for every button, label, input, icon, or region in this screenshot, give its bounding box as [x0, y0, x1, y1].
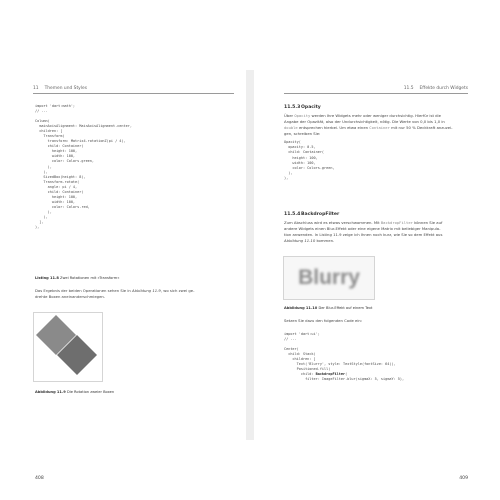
- text: Über: [284, 113, 294, 118]
- figure-caption: [35, 390, 114, 394]
- header-section-title: Effekte durch Widgets: [419, 86, 468, 91]
- code-main: Column( mainAxisAlignment: MainAxisAlignment.center, children: [ Transform( transform: Matrix4.rotationZ(pi / 4), child: Container( height: 100, width: 100, color: Colors.green, ), ), SizedBox(height: 8), Transform.rotate( angle: pi / 4, child: Container( height: 100, width: 100, color: Colors.red, ), ), ], ),: [35, 119, 132, 230]
- figure-caption: [284, 306, 372, 310]
- listing-caption-text: Zwei Rotationen mit »Transform«: [60, 276, 120, 280]
- para-text: Das Ergebnis der beiden Operationen sehen Sie in: [35, 288, 131, 293]
- text: kommen.: [316, 238, 335, 244]
- section-number: 11.5.4: [284, 212, 301, 217]
- right-running-header: [284, 86, 468, 94]
- inline-code: Container: [369, 125, 390, 131]
- section-backdropfilter: [284, 212, 484, 244]
- intro-paragraph: [35, 288, 235, 300]
- figure-label: Abbildung 11.10: [284, 306, 318, 310]
- blurry-text: Blurry: [298, 266, 360, 289]
- text: können Sie auf: [414, 220, 443, 225]
- code-main: [284, 347, 404, 382]
- book-gutter: [246, 70, 254, 440]
- para-text-2: , wo sich zwei ge-: [160, 288, 195, 293]
- right-page: [254, 70, 500, 481]
- listing-code-block: [35, 104, 132, 230]
- para-text-3: drehte Boxen aneinanderschmiegen.: [35, 294, 106, 300]
- figure-ref[interactable]: Abbildung 11.9: [132, 288, 161, 293]
- code-ellipsis: // ...: [35, 109, 48, 114]
- header-chapter-number: 11: [33, 86, 39, 91]
- blur-code-block: [284, 332, 404, 382]
- section-number: 11.5.3: [284, 105, 301, 110]
- figure-ref[interactable]: Abbildung 11.10: [284, 238, 316, 244]
- backdrop-paragraph: [284, 220, 484, 244]
- opacity-code: Opacity( opacity: 0.5, child: Container( height: 100, width: 100, color: Colors.green, ), ),: [284, 140, 335, 180]
- section-title-opacity: [284, 105, 484, 110]
- rotated-boxes-illustration: [34, 313, 102, 381]
- opacity-paragraph: [284, 113, 484, 137]
- text: Zum Abschluss wird es etwas verschwommen. Mit: [284, 220, 380, 225]
- code-highlight: BackdropFilter: [315, 372, 346, 377]
- text: Angabe der Opazität, also der Undurchsichtigkeit, nötig. Die Werte von 0,0 bis 1,0 in: [284, 119, 445, 125]
- header-chapter-title: Themen und Styles: [44, 86, 87, 91]
- code-import: import 'dart:ui';: [284, 332, 320, 336]
- header-section-number: 11.5: [403, 86, 414, 91]
- inline-code: Opacity: [294, 113, 311, 118]
- text: entsprechen hierbei. Um etwa einen: [298, 125, 369, 131]
- figure-caption-text: Die Rotation zweier Boxen: [66, 390, 115, 394]
- rotation-figure: [33, 312, 103, 382]
- section-opacity: [284, 105, 484, 181]
- left-running-header: [33, 86, 234, 94]
- figure-caption-text: Der Blur-Effekt auf einem Text: [318, 306, 373, 310]
- left-page: [0, 70, 246, 481]
- before-code-text: Setzen Sie dazu den folgenden Code ein:: [284, 318, 363, 323]
- right-page-number: 409: [459, 476, 468, 481]
- section-title-backdropfilter: [284, 212, 484, 217]
- figure-label: Abbildung 11.9: [35, 390, 66, 394]
- text: mit nur 50 % Deckkraft anzuzei-: [391, 125, 453, 131]
- text: werden Ihre Widgets mehr oder weniger durchsichtig. Hierfür ist die: [311, 113, 441, 118]
- code-ellipsis: // ...: [284, 337, 297, 342]
- text: gen, schreiben Sie:: [284, 131, 321, 137]
- inline-code: BackdropFilter: [380, 220, 413, 225]
- section-name: Opacity: [301, 105, 321, 110]
- listing-label: Listing 11.8: [35, 276, 59, 280]
- code-import: import 'dart:math';: [35, 104, 76, 108]
- inline-code: double: [284, 125, 298, 131]
- blur-figure: [283, 256, 375, 300]
- text: tion anwenden. In Listing 11.9 zeige ich Ihnen noch kurz, wie Sie so dem Effekt aus: [284, 232, 443, 238]
- code-part: ( filter: ImageFilter.blur(sigmaX: 5, sigmaY: 5),: [305, 372, 405, 382]
- section-name: BackdropFilter: [301, 212, 340, 217]
- text: andere Widgets einen Blur-Effekt oder eine eigene Matrix mit beliebiger Manipula-: [284, 226, 441, 232]
- listing-caption: [35, 276, 119, 280]
- left-page-number: 408: [35, 476, 44, 481]
- code-part: Center( child: Stack( children: [ Text('Blurry', style: TextStyle(fontSize: 64)), Positioned.fill( child:: [284, 347, 396, 377]
